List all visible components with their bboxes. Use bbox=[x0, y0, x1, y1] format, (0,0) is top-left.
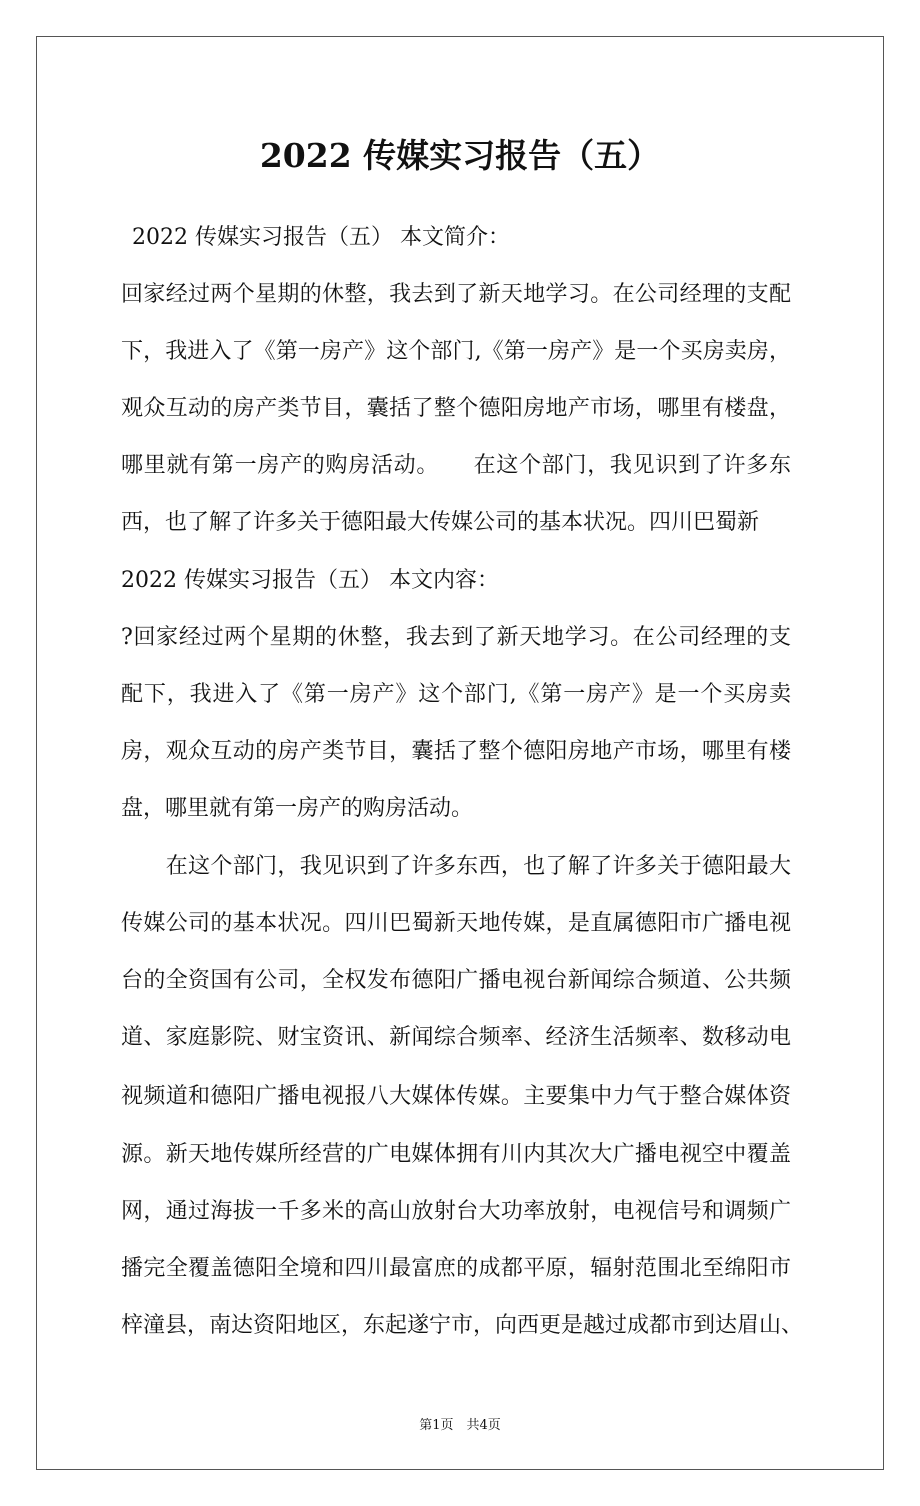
summary-line: 西，也了解了许多关于德阳最大传媒公司的基本状况。四川巴蜀新 bbox=[121, 510, 760, 535]
summary-line: 观众互动的房产类节目，囊括了整个德阳房地产市场，哪里有楼盘， bbox=[121, 396, 791, 421]
content-heading: 2022 传媒实习报告（五） 本文内容： bbox=[121, 568, 499, 593]
summary-line: 下，我进入了《第一房产》这个部门,《第一房产》是一个买房卖房， bbox=[121, 339, 791, 364]
content-line: 传媒公司的基本状况。四川巴蜀新天地传媒，是直属德阳市广播电视 bbox=[121, 911, 791, 936]
content-line: 台的全资国有公司，全权发布德阳广播电视台新闻综合频道、公共频 bbox=[121, 968, 791, 993]
content-line: 视频道和德阳广播电视报八大媒体传媒。主要集中力气于整合媒体资 bbox=[121, 1084, 791, 1109]
content-line: 盘，哪里就有第一房产的购房活动。 bbox=[121, 796, 474, 821]
content-line: 源。新天地传媒所经营的广电媒体拥有川内其次大广播电视空中覆盖 bbox=[121, 1142, 791, 1167]
content-line: 道、家庭影院、财宝资讯、新闻综合频率、经济生活频率、数移动电 bbox=[121, 1025, 791, 1050]
content-line: 房，观众互动的房产类节目，囊括了整个德阳房地产市场，哪里有楼 bbox=[121, 739, 791, 764]
content-line: 配下，我进入了《第一房产》这个部门,《第一房产》是一个买房卖 bbox=[121, 682, 791, 707]
content-line: 在这个部门，我见识到了许多东西，也了解了许多关于德阳最大 bbox=[121, 854, 791, 879]
content-line: ?回家经过两个星期的休整，我去到了新天地学习。在公司经理的支 bbox=[121, 625, 791, 650]
content-line: 梓潼县，南达资阳地区，东起遂宁市，向西更是越过成都市到达眉山、 bbox=[121, 1313, 804, 1338]
summary-line: 哪里就有第一房产的购房活动。 在这个部门，我见识到了许多东 bbox=[121, 453, 791, 478]
summary-heading: 2022 传媒实习报告（五） 本文简介： bbox=[132, 225, 510, 250]
summary-line: 回家经过两个星期的休整，我去到了新天地学习。在公司经理的支配 bbox=[121, 282, 791, 307]
page-number: 第1页 共4页 bbox=[419, 1418, 501, 1433]
document-title: 2022 传媒实习报告（五） bbox=[259, 136, 661, 175]
content-line: 播完全覆盖德阳全境和四川最富庶的成都平原，辐射范围北至绵阳市 bbox=[121, 1256, 791, 1281]
content-line: 网，通过海拔一千多米的高山放射台大功率放射，电视信号和调频广 bbox=[121, 1199, 791, 1224]
